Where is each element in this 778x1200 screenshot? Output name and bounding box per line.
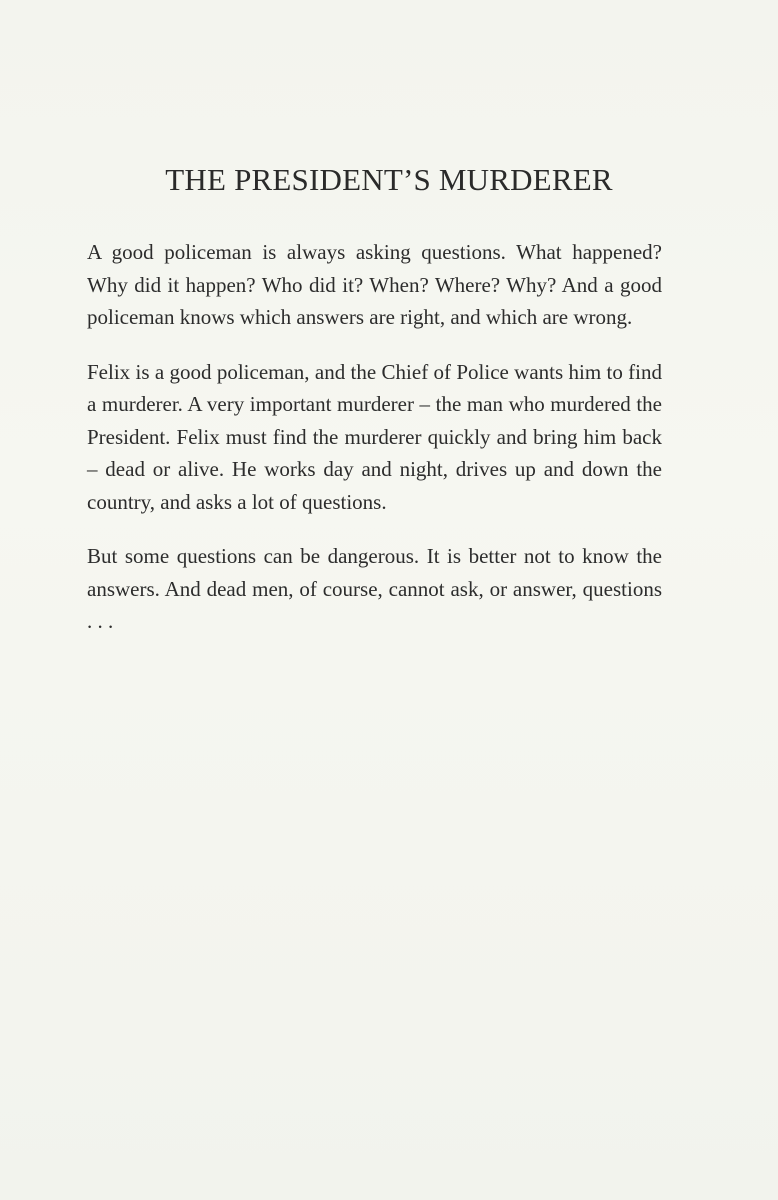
paragraph-1: A good policeman is always asking questions. What happened? Why did it happen? Who did it? When? Where? Why? And a good policeman knows which answers are right, and which are wrong. (87, 240, 662, 329)
blurb-text (87, 236, 662, 660)
paragraph-3: But some questions can be dangerous. It is better not to know the answers. And dead men, of course, cannot ask, or answer, questions . . . (87, 544, 662, 633)
page-title: THE PRESIDENT’S MURDERER (165, 162, 613, 197)
paragraph-2: Felix is a good policeman, and the Chief of Police wants him to find a murderer. A very important murderer – the man who murdered the President. Felix must find the murderer quickly and bring him back – dead or alive. He works day and night, drives up and down the country, and asks a lot of questions. (87, 359, 662, 514)
